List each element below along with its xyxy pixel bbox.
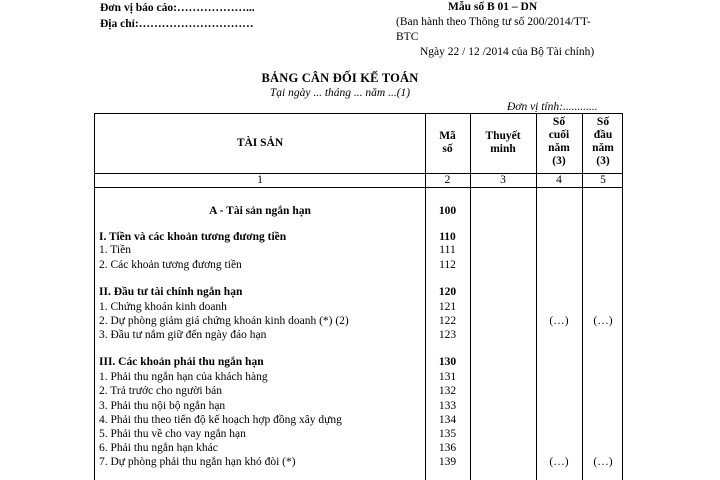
table-row <box>95 385 624 398</box>
table-row <box>95 414 624 427</box>
header-note-line: Thuyết <box>485 130 521 142</box>
row-label: A - Tài sản ngắn hạn <box>209 205 311 217</box>
table-row <box>95 286 624 299</box>
table-row <box>95 315 624 328</box>
row-code: 120 <box>438 286 457 298</box>
row-label: 1. Tiền <box>99 244 131 256</box>
row-code: 139 <box>438 456 457 468</box>
header-code-line: Mã <box>439 130 456 142</box>
row-code: 131 <box>438 371 457 383</box>
row-code: 110 <box>439 231 456 243</box>
column-number: 4 <box>556 174 562 186</box>
row-code: 134 <box>438 414 457 426</box>
header-note <box>470 130 536 156</box>
document-title: BẢNG CÂN ĐỐI KẾ TOÁN <box>261 71 419 85</box>
year-end-value: (…) <box>549 315 569 327</box>
row-code: 121 <box>438 301 457 313</box>
table-row <box>95 371 624 384</box>
table-row <box>95 400 624 413</box>
column-number: 3 <box>500 174 506 186</box>
column-number: 2 <box>444 174 451 186</box>
header-note-line: minh <box>490 143 516 155</box>
row-label: II. Đầu tư tài chính ngắn hạn <box>99 286 243 298</box>
row-code: 112 <box>439 259 456 271</box>
row-label: 4. Phải thu theo tiến độ kế hoạch hợp đồng xây dựng <box>99 414 342 426</box>
currency-unit-label: Đơn vị tính:............ <box>507 101 598 113</box>
row-label: 3. Đầu tư nắm giữ đến ngày đáo hạn <box>99 329 267 341</box>
table-row <box>95 244 624 257</box>
row-label: 5. Phải thu về cho vay ngắn hạn <box>99 428 246 440</box>
balance-sheet-table <box>94 113 623 480</box>
reporting-unit-label: Đơn vị báo cáo:………………... <box>100 2 255 14</box>
column-number: 1 <box>257 174 263 186</box>
row-label: 1. Phải thu ngắn hạn của khách hàng <box>99 371 268 383</box>
row-label: 1. Chứng khoán kinh doanh <box>99 301 227 313</box>
row-code: 122 <box>438 315 457 327</box>
table-row <box>95 356 624 369</box>
issued-by-line-3: Ngày 22 / 12 /2014 của Bộ Tài chính) <box>420 46 595 58</box>
row-label: I. Tiền và các khoản tương đương tiền <box>99 231 287 243</box>
row-code: 133 <box>438 400 457 412</box>
row-label: 7. Dự phòng phải thu ngắn hạn khó đòi (*) <box>99 456 296 468</box>
row-code: 136 <box>438 442 457 454</box>
issued-by-line-2: BTC <box>396 31 419 43</box>
row-code: 100 <box>438 205 457 217</box>
report-unit-info <box>100 0 255 32</box>
table-row <box>95 428 624 441</box>
year-end-value: (…) <box>549 456 569 468</box>
row-code: 135 <box>438 428 457 440</box>
row-code: 111 <box>439 244 456 256</box>
header-year-begin <box>582 116 624 168</box>
table-row <box>95 442 624 455</box>
row-label: III. Các khoản phải thu ngắn hạn <box>99 356 264 368</box>
row-label: 2. Các khoản tương đương tiền <box>99 259 242 271</box>
row-label: 2. Dự phòng giảm giá chứng khoán kinh doanh (*) (2) <box>99 315 349 327</box>
header-code <box>425 130 470 156</box>
table-row <box>95 456 624 469</box>
form-number: Mẫu số B 01 – DN <box>448 1 538 13</box>
issued-by-line-1: (Ban hành theo Thông tư số 200/2014/TT- <box>396 16 591 28</box>
row-code: 132 <box>438 385 457 397</box>
address-label: Địa chỉ:………………………… <box>100 18 254 30</box>
row-label: 3. Phải thu nội bộ ngắn hạn <box>99 400 226 412</box>
header-year-begin-line: (3) <box>596 155 610 167</box>
header-year-end-line: Số <box>552 116 566 128</box>
header-year-end-line: năm <box>548 142 570 154</box>
row-code: 123 <box>438 329 457 341</box>
column-number: 5 <box>600 174 606 186</box>
table-row <box>95 329 624 342</box>
header-year-end-line: (3) <box>552 155 566 167</box>
number-row-divider <box>95 187 622 188</box>
header-year-begin-line: đầu <box>593 129 613 141</box>
document-subtitle: Tại ngày ... tháng ... năm ...(1) <box>269 87 411 99</box>
header-year-begin-line: năm <box>592 142 614 154</box>
year-begin-value: (…) <box>593 456 613 468</box>
table-row <box>95 205 624 218</box>
header-asset: TÀI SẢN <box>236 137 284 149</box>
header-year-begin-line: Số <box>596 116 610 128</box>
table-row <box>95 301 624 314</box>
header-year-end <box>536 116 582 168</box>
row-label: 2. Trả trước cho người bán <box>99 385 223 397</box>
table-row <box>95 231 624 244</box>
row-code: 130 <box>438 356 457 368</box>
header-year-end-line: cuối <box>548 129 570 141</box>
form-reference <box>388 0 628 60</box>
header-code-line: số <box>442 143 453 155</box>
year-begin-value: (…) <box>593 315 613 327</box>
row-label: 6. Phải thu ngắn hạn khác <box>99 442 218 454</box>
table-row <box>95 259 624 272</box>
